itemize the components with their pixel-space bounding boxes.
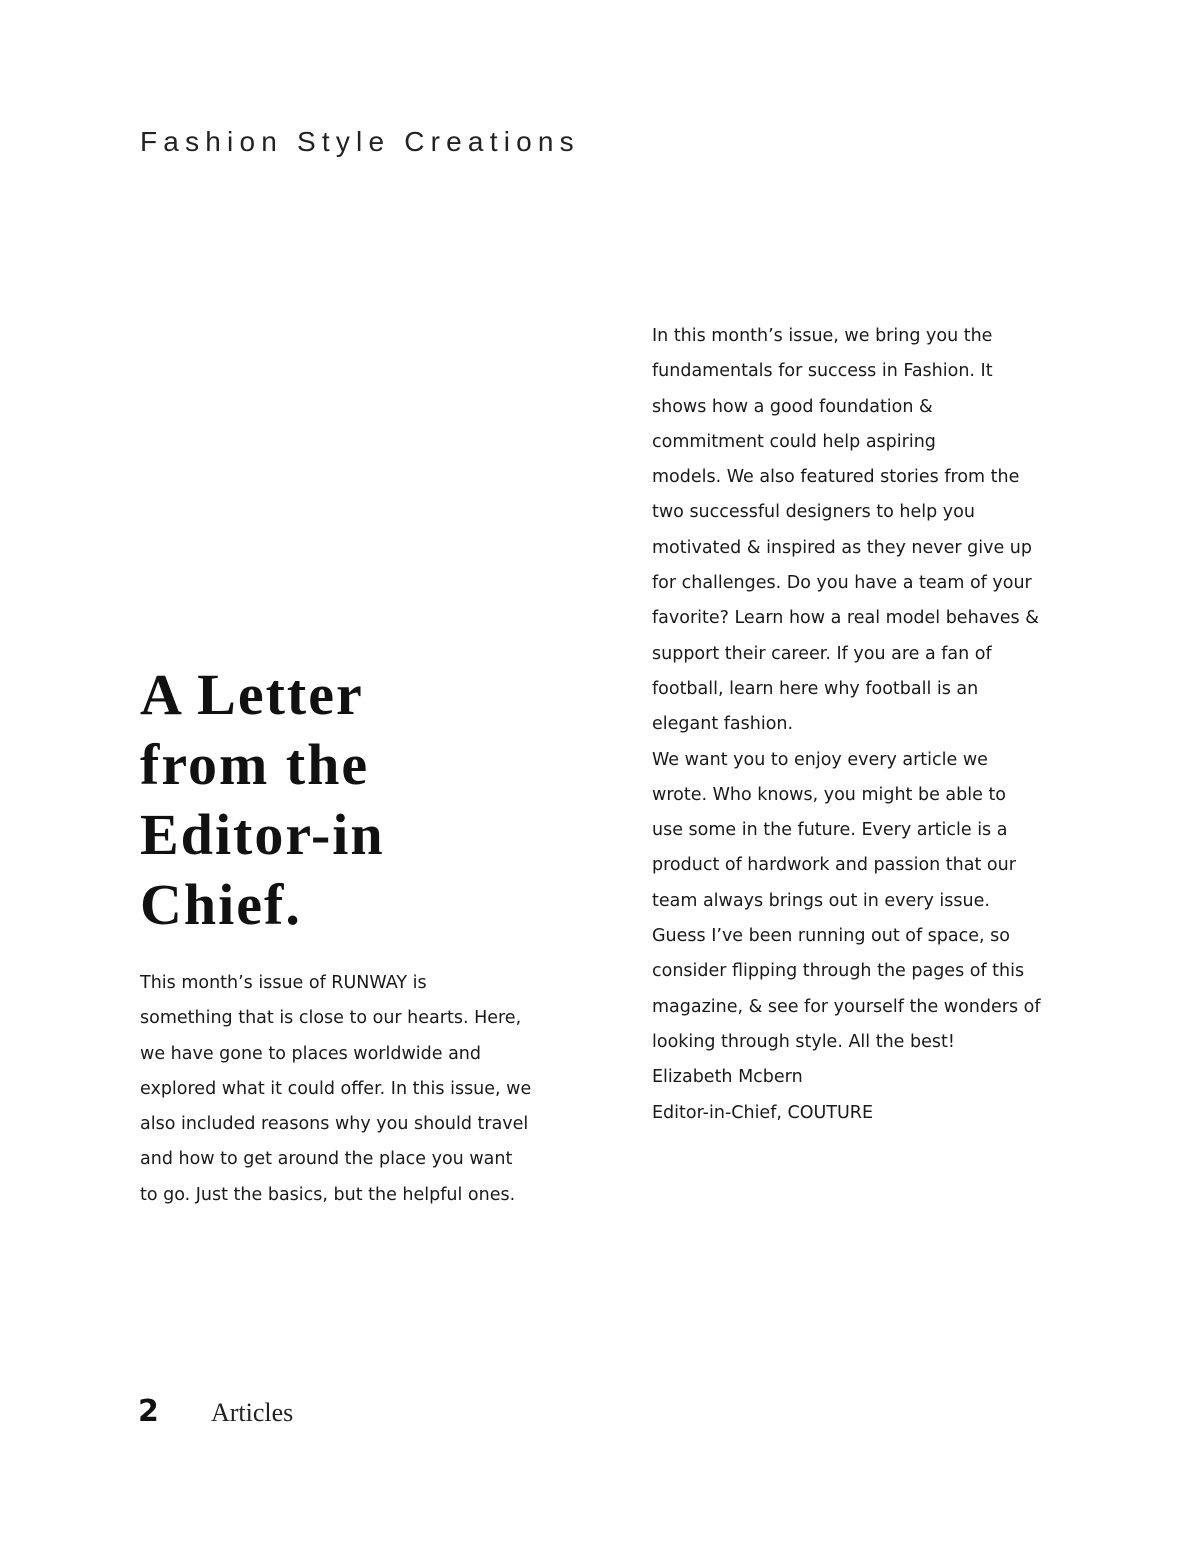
letter-line: motivated & inspired as they never give up <box>652 537 1032 558</box>
letter-line: support their career. If you are a fan of <box>652 643 992 664</box>
article-headline <box>140 660 560 940</box>
letter-line: We want you to enjoy every article we <box>652 749 988 770</box>
headline-line: Editor-in <box>140 802 385 867</box>
letter-line: In this month’s issue, we bring you the <box>652 326 993 346</box>
letter-line: for challenges. Do you have a team of your <box>652 573 1032 594</box>
letter-line: favorite? Learn how a real model behaves & <box>652 608 1039 629</box>
letter-line: use some in the future. Every article is a <box>652 820 1008 841</box>
magazine-brand: Fashion Style Creations <box>140 126 580 157</box>
letter-line: consider flipping through the pages of this <box>652 961 1025 982</box>
headline-line: from the <box>140 732 370 797</box>
intro-line: something that is close to our hearts. Here, <box>140 1008 522 1029</box>
letter-line: Guess I’ve been running out of space, so <box>652 926 1010 947</box>
headline-line: Chief. <box>140 872 302 937</box>
letter-line: looking through style. All the best! <box>652 1031 955 1052</box>
letter-line: team always brings out in every issue. <box>652 890 990 911</box>
letter-line: models. We also featured stories from the <box>652 467 1020 488</box>
letter-body <box>652 319 1092 1131</box>
letter-line: elegant fashion. <box>652 714 794 735</box>
letter-line: shows how a good foundation & <box>652 396 933 417</box>
intro-line: we have gone to places worldwide and <box>140 1043 481 1064</box>
intro-line: explored what it could offer. In this issue, we <box>140 1078 532 1099</box>
signature-name: Elizabeth Mcbern <box>652 1067 803 1088</box>
headline-line: A Letter <box>140 662 364 727</box>
intro-line: This month’s issue of RUNWAY is <box>140 973 427 993</box>
intro-paragraph <box>140 966 580 1213</box>
intro-line: and how to get around the place you want <box>140 1149 513 1170</box>
letter-line: football, learn here why football is an <box>652 678 979 699</box>
section-label: Articles <box>211 1398 294 1427</box>
letter-line: two successful designers to help you <box>652 502 975 523</box>
page-number: 2 <box>138 1394 159 1429</box>
letter-line: fundamentals for success in Fashion. It <box>652 361 993 382</box>
intro-line: also included reasons why you should travel <box>140 1114 529 1135</box>
signature-title: Editor-in-Chief, COUTURE <box>652 1102 873 1123</box>
letter-line: product of hardwork and passion that our <box>652 855 1016 876</box>
letter-line: wrote. Who knows, you might be able to <box>652 784 1007 805</box>
letter-line: magazine, & see for yourself the wonders of <box>652 996 1041 1017</box>
intro-line: to go. Just the basics, but the helpful ones. <box>140 1184 516 1205</box>
letter-line: commitment could help aspiring <box>652 431 936 452</box>
